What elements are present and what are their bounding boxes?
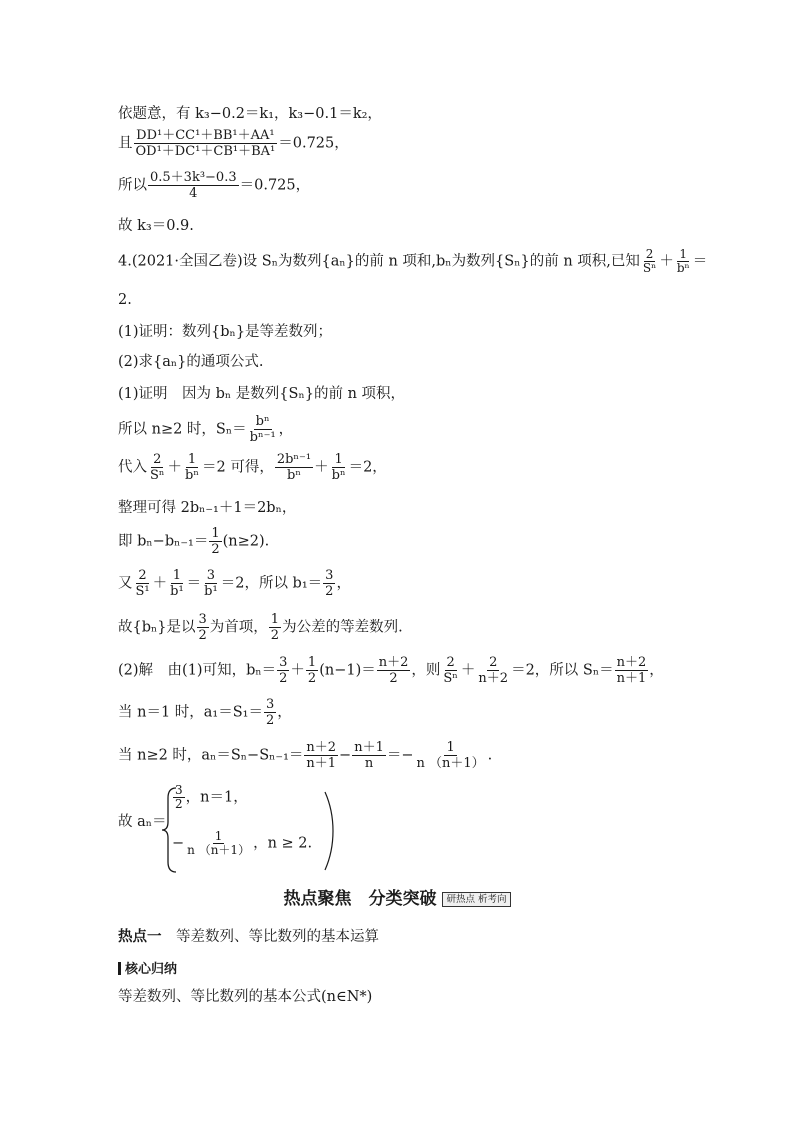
fraction xyxy=(330,452,348,483)
hot-topic-title xyxy=(118,925,379,946)
line-text: (2)求{aₙ}的通项公式. xyxy=(118,354,264,370)
line-text: ＝2，所以 b₁＝ xyxy=(220,575,323,592)
fraction-numerator: n＋1 xyxy=(354,740,384,755)
line-text: 又 xyxy=(118,575,133,592)
fraction xyxy=(352,740,386,771)
operator: ＋ xyxy=(290,662,305,679)
fraction-denominator: 2 xyxy=(175,797,183,811)
text-line xyxy=(118,322,332,342)
operator: − xyxy=(172,835,185,852)
text-line xyxy=(118,655,664,686)
fraction xyxy=(269,612,281,643)
fraction-denominator: n xyxy=(364,756,374,771)
fraction xyxy=(441,655,460,686)
case-condition: ，n ≥ 2. xyxy=(253,835,313,852)
fraction-denominator: bⁿ xyxy=(676,261,690,275)
line-text: 为首项， xyxy=(209,619,268,636)
line-text: ， xyxy=(277,704,292,721)
fraction-numerator: 3 xyxy=(325,568,334,583)
fraction-numerator: 1 xyxy=(187,452,197,467)
line-text: ， xyxy=(649,662,664,679)
question-text: 4.(2021·全国乙卷)设 Sₙ为数列{aₙ}的前 n 项和,bₙ为数列{Sₙ}的前 n 项积,已知 xyxy=(118,253,640,270)
fraction-denominator: bⁿ xyxy=(287,468,301,483)
fraction-numerator: 0.5＋3k³−0.3 xyxy=(150,170,237,185)
fraction-denominator: n （n＋1） xyxy=(416,756,485,771)
fraction xyxy=(264,697,276,728)
fraction-numerator: 3 xyxy=(206,568,216,583)
fraction xyxy=(168,568,186,599)
fraction xyxy=(185,830,252,857)
fraction-numerator: 1 xyxy=(334,452,343,467)
fraction xyxy=(183,452,201,483)
text-line xyxy=(118,216,194,236)
line-text: 所以 xyxy=(118,177,147,194)
line-text: 当 n≥2 时，aₙ＝Sₙ−Sₙ₋₁＝ xyxy=(118,747,304,764)
line-text: 且 xyxy=(118,135,133,152)
text-line xyxy=(118,384,405,404)
section-tag: 研热点 析考向 xyxy=(442,892,510,907)
fraction-numerator: 3 xyxy=(175,783,183,797)
fraction xyxy=(415,740,487,771)
fraction xyxy=(323,568,335,599)
text-line xyxy=(118,526,269,557)
section-title-text: 热点聚焦 分类突破 xyxy=(283,889,437,909)
fraction-denominator: bⁿ xyxy=(331,468,346,483)
line-text: (n≥2). xyxy=(222,533,270,550)
fraction-denominator: n＋2 xyxy=(478,671,509,686)
operator: ＝ xyxy=(186,575,202,592)
hot-topic-text: 等差数列、等比数列的基本运算 xyxy=(161,929,379,945)
line-text: 依题意，有 k₃−0.2＝k₁，k₃−0.1＝k₂， xyxy=(118,106,382,122)
line-text: (1)证明 因为 bₙ 是数列{Sₙ}的前 n 项积， xyxy=(118,386,406,402)
line-text: 当 n＝1 时，a₁＝S₁＝ xyxy=(118,704,263,721)
fraction-denominator: b¹ xyxy=(204,584,218,599)
text-line xyxy=(118,104,382,124)
fraction-numerator: 2bⁿ⁻¹ xyxy=(276,452,312,467)
fraction-numerator: DD¹＋CC¹＋BB¹＋AA¹ xyxy=(136,128,275,143)
fraction-numerator: 2 xyxy=(645,247,654,261)
fraction-denominator: 4 xyxy=(189,186,198,201)
fraction xyxy=(377,655,411,686)
line-text: ，则 xyxy=(411,662,441,679)
fraction xyxy=(173,784,185,811)
fraction-numerator: bⁿ xyxy=(255,414,270,429)
fraction-numerator: 1 xyxy=(214,829,223,843)
line-text: . xyxy=(487,747,493,764)
line-text: 故 k₃＝0.9. xyxy=(118,218,194,234)
fraction-denominator: 2 xyxy=(270,628,280,643)
fraction-denominator: n （n＋1） xyxy=(187,843,251,857)
fraction xyxy=(304,740,338,771)
fraction-numerator: 1 xyxy=(211,526,220,541)
fraction-numerator: 2 xyxy=(138,568,147,583)
line-text: ， xyxy=(336,575,351,592)
fraction-numerator: 1 xyxy=(446,740,455,755)
text-line xyxy=(118,568,351,599)
text-line xyxy=(118,697,292,728)
piecewise-case-1 xyxy=(172,784,248,811)
fraction-numerator: 2 xyxy=(153,452,162,467)
fraction-numerator: 3 xyxy=(198,612,207,627)
fraction-denominator: 2 xyxy=(279,671,288,686)
core-summary-label: 核心归纳 xyxy=(125,962,178,977)
line-text: ， xyxy=(278,421,294,438)
fraction-denominator: b¹ xyxy=(170,584,184,599)
fraction xyxy=(202,568,220,599)
operator: ＝ xyxy=(692,253,708,270)
line-text: (n−1)＝ xyxy=(319,662,376,679)
line-text: (2)解 由(1)可知，bₙ＝ xyxy=(118,662,277,679)
fraction xyxy=(148,170,239,201)
line-text: 2. xyxy=(118,292,132,308)
fraction xyxy=(275,452,313,483)
text-line xyxy=(118,452,387,483)
text-line xyxy=(118,170,310,201)
fraction-denominator: OD¹＋DC¹＋CB¹＋BA¹ xyxy=(135,144,276,159)
fraction-denominator: Sⁿ xyxy=(642,261,657,275)
text-line xyxy=(118,740,492,771)
text-line xyxy=(118,128,349,159)
fraction xyxy=(134,128,278,159)
line-text: ＝− xyxy=(386,747,414,764)
line-text: 所以 n≥2 时，Sₙ＝ xyxy=(118,421,247,438)
fraction-numerator: 2 xyxy=(446,655,455,670)
fraction xyxy=(641,248,658,275)
fraction-numerator: 3 xyxy=(266,697,275,712)
text-line xyxy=(118,290,132,310)
fraction xyxy=(209,526,221,557)
fraction xyxy=(615,655,649,686)
fraction-numerator: 1 xyxy=(679,247,688,261)
fraction-denominator: bⁿ xyxy=(185,468,199,483)
fraction-numerator: 1 xyxy=(172,568,182,583)
fraction-denominator: Sⁿ xyxy=(150,468,165,483)
line-text: ＝2 可得， xyxy=(201,459,274,476)
operator: ＋ xyxy=(460,662,476,679)
fraction-denominator: 2 xyxy=(211,542,220,557)
line-text: 代入 xyxy=(118,459,147,476)
line-text: ＝2， xyxy=(348,459,387,476)
line-text: ＝2，所以 Sₙ＝ xyxy=(511,662,614,679)
question-line xyxy=(118,248,707,275)
fraction xyxy=(148,452,167,483)
core-summary-heading xyxy=(118,958,177,977)
formula-line xyxy=(118,985,372,1006)
fraction-denominator: 2 xyxy=(389,671,398,686)
fraction-numerator: 3 xyxy=(279,655,288,670)
operator: ＋ xyxy=(152,575,168,592)
fraction-numerator: n＋2 xyxy=(616,655,647,670)
case-condition: ，n＝1， xyxy=(185,789,248,806)
fraction-numerator: 1 xyxy=(270,612,280,627)
fraction-denominator: bⁿ⁻¹ xyxy=(249,430,276,445)
fraction-denominator: n＋1 xyxy=(616,671,647,686)
line-text: 故 aₙ＝ xyxy=(118,814,167,830)
fraction-denominator: 2 xyxy=(307,671,317,686)
fraction xyxy=(248,414,278,445)
fraction-numerator: 1 xyxy=(307,655,317,670)
fraction xyxy=(197,612,209,643)
fraction xyxy=(134,568,152,599)
fraction xyxy=(277,655,289,686)
fraction-denominator: 2 xyxy=(325,584,334,599)
section-title xyxy=(0,884,794,909)
text-line xyxy=(118,498,296,518)
hot-topic-label: 热点一 xyxy=(118,929,162,945)
line-text: 故{bₙ}是以 xyxy=(118,619,196,636)
formula-text: 等差数列、等比数列的基本公式(n∈N*) xyxy=(118,989,373,1005)
operator: − xyxy=(339,747,352,764)
fraction xyxy=(306,655,318,686)
text-line xyxy=(118,414,293,445)
fraction-denominator: S¹ xyxy=(135,584,150,599)
fraction-denominator: 2 xyxy=(266,713,275,728)
line-text: 即 bₙ−bₙ₋₁＝ xyxy=(118,533,209,550)
line-text: ＝0.725， xyxy=(239,177,311,194)
operator: ＋ xyxy=(659,253,674,270)
line-text: 为公差的等差数列. xyxy=(282,619,403,636)
operator: ＋ xyxy=(314,459,329,476)
fraction xyxy=(476,655,510,686)
fraction-denominator: 2 xyxy=(198,628,207,643)
fraction-numerator: n＋2 xyxy=(306,740,337,755)
text-line xyxy=(118,612,403,643)
piecewise-case-2 xyxy=(172,830,312,857)
operator: ＋ xyxy=(167,459,183,476)
right-paren-icon xyxy=(322,790,336,872)
line-text: ＝0.725， xyxy=(278,135,349,152)
line-text: (1)证明：数列{bₙ}是等差数列； xyxy=(118,324,333,340)
line-text: 整理可得 2bₙ₋₁＋1＝2bₙ， xyxy=(118,500,297,516)
text-line xyxy=(118,352,264,372)
fraction-denominator: n＋1 xyxy=(306,756,337,771)
bar-icon xyxy=(118,962,121,975)
fraction-numerator: 2 xyxy=(489,655,498,670)
fraction-numerator: n＋2 xyxy=(378,655,409,670)
fraction xyxy=(675,248,692,275)
fraction-denominator: Sⁿ xyxy=(443,671,458,686)
